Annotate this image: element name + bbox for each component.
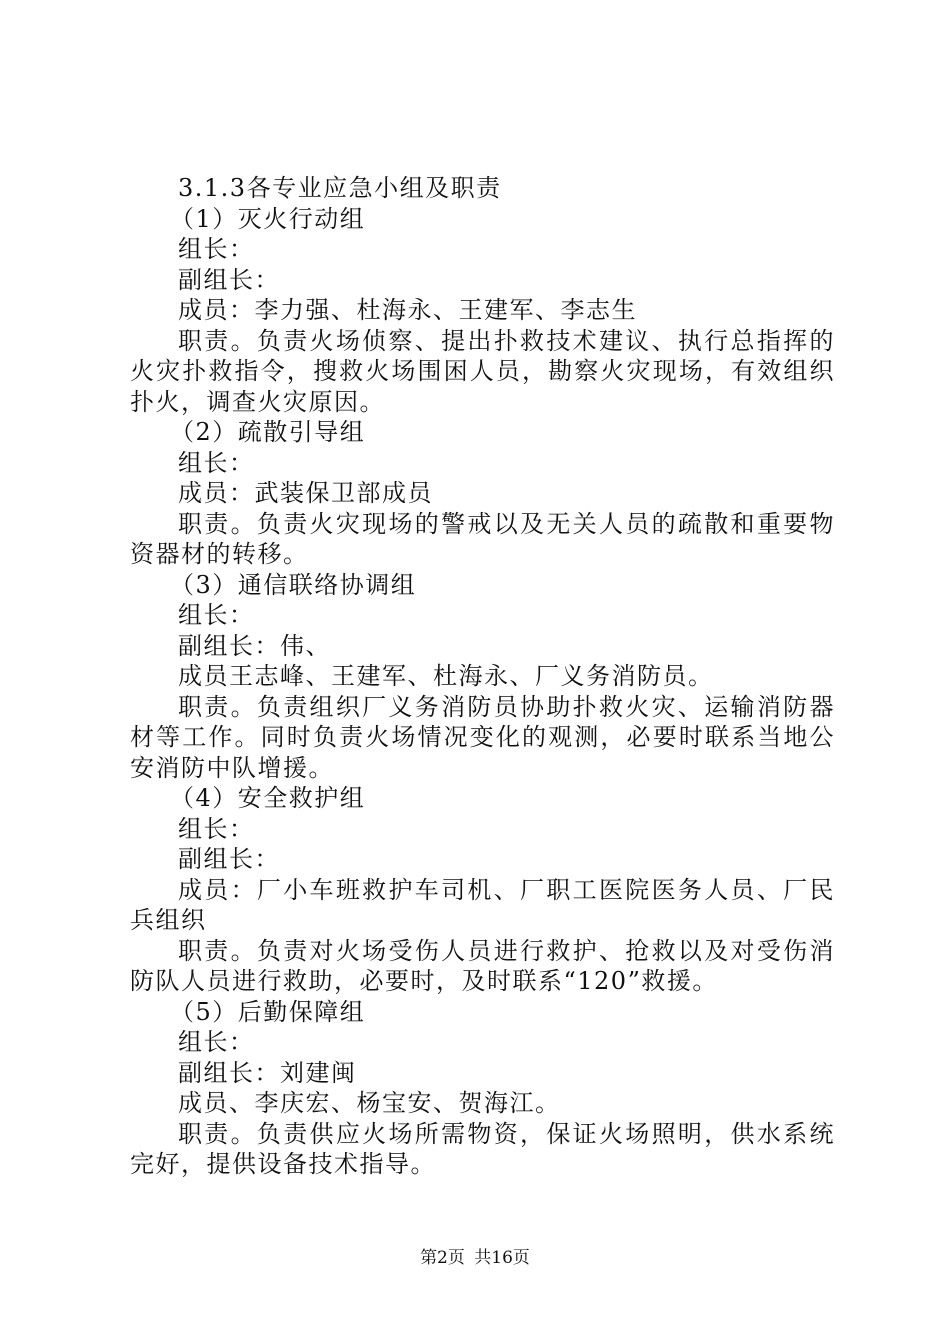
group-members: 成员王志峰、王建军、杜海永、厂义务消防员。 <box>178 662 714 690</box>
document-body <box>130 173 835 1180</box>
page-total: 共16页 <box>474 1248 530 1268</box>
group-deputy: 副组长： <box>178 845 280 873</box>
group-leader: 组长： <box>178 448 255 477</box>
group-title: （4）安全救护组 <box>170 784 366 812</box>
page-number: 第2页 <box>420 1248 465 1268</box>
group-title: （1）灭火行动组 <box>170 204 366 233</box>
group-duty: 职责。负责供应火场所需物资，保证火场照明，供水系统完好，提供设备技术指导。 <box>130 1119 835 1178</box>
group-members: 成员：厂小车班救护车司机、厂职工医院医务人员、厂民兵组织 <box>130 875 835 934</box>
group-leader: 组长： <box>178 814 255 843</box>
group-members: 成员：李力强、杜海永、王建军、李志生 <box>178 296 637 324</box>
page-footer <box>0 1243 950 1268</box>
group-duty: 职责。负责组织厂义务消防员协助扑救火灾、运输消防器材等工作。同时负责火场情况变化的观测，必要时联系当地公安消防中队增援。 <box>130 692 835 782</box>
group-title: （5）后勤保障组 <box>170 997 366 1026</box>
group-duty: 职责。负责火灾现场的警戒以及无关人员的疏散和重要物资器材的转移。 <box>130 509 835 568</box>
group-leader: 组长： <box>178 235 255 263</box>
group-leader: 组长： <box>178 1028 255 1056</box>
group-duty: 职责。负责火场侦察、提出扑救技术建议、执行总指挥的火灾扑救指令，搜救火场围困人员，勘察火灾现场，有效组织扑火，调查火灾原因。 <box>130 326 835 416</box>
group-title: （3）通信联络协调组 <box>170 570 417 599</box>
section-heading: 3.1.3各专业应急小组及职责 <box>178 174 502 202</box>
group-deputy: 副组长： <box>178 265 280 294</box>
group-deputy: 副组长：伟、 <box>178 631 331 660</box>
group-members: 成员：武装保卫部成员 <box>178 479 433 507</box>
group-members: 成员、李庆宏、杨宝安、贺海江。 <box>178 1089 561 1117</box>
group-duty: 职责。负责对火场受伤人员进行救护、抢救以及对受伤消防队人员进行救助，必要时，及时联系“120”救援。 <box>130 936 835 995</box>
group-leader: 组长： <box>178 601 255 629</box>
group-deputy: 副组长：刘建闽 <box>178 1058 357 1087</box>
group-title: （2）疏散引导组 <box>170 418 366 446</box>
